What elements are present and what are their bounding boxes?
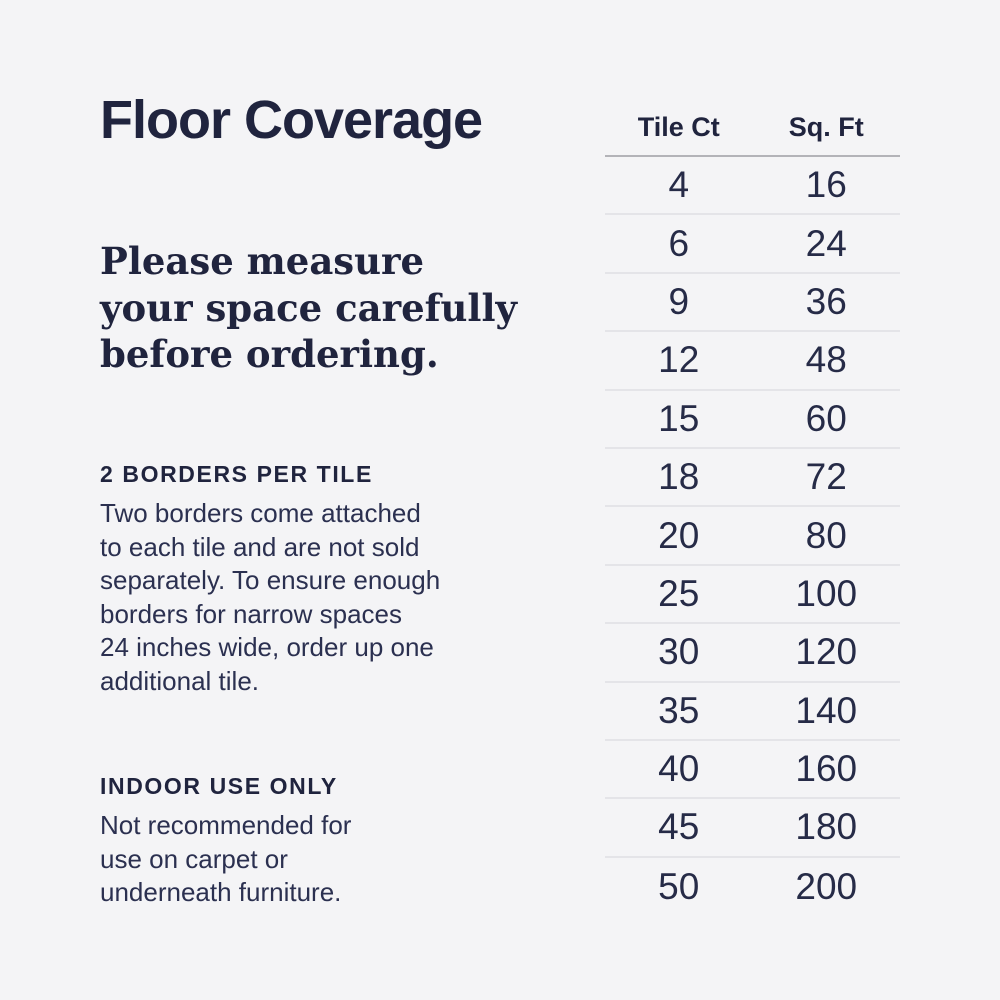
tile-count-cell: 35 — [658, 689, 700, 731]
text-line: Please measure — [100, 239, 425, 283]
text-line: Two borders come attached — [100, 498, 421, 528]
tile-count-cell: 45 — [658, 806, 700, 848]
sq-ft-cell: 60 — [805, 397, 847, 439]
text-line: Not recommended for — [100, 810, 352, 840]
table-row — [605, 858, 900, 916]
tile-count-cell: 25 — [658, 572, 700, 614]
page-title: Floor Coverage — [100, 90, 483, 150]
column-header-tile-ct: Tile Ct — [637, 112, 720, 142]
section-body-indoor — [100, 809, 351, 910]
sq-ft-cell: 160 — [795, 748, 858, 790]
text-line: borders for narrow spaces — [100, 598, 403, 629]
text-line: separately. To ensure enough — [100, 565, 441, 595]
table-body — [605, 157, 900, 916]
sq-ft-cell: 120 — [795, 631, 858, 673]
table-row — [605, 683, 900, 741]
tile-count-cell: 15 — [658, 397, 700, 439]
measure-note — [100, 238, 517, 378]
table-row — [605, 566, 900, 624]
table-row — [605, 157, 900, 215]
text-line: to each tile and are not sold — [100, 531, 420, 562]
tile-count-cell: 12 — [658, 339, 700, 381]
table-row — [605, 507, 900, 565]
table-row — [605, 332, 900, 390]
sq-ft-cell: 72 — [805, 456, 847, 498]
tile-count-cell: 30 — [658, 631, 700, 673]
tile-count-cell: 20 — [658, 514, 700, 556]
tile-count-cell: 9 — [668, 280, 690, 322]
section-heading-borders: 2 BORDERS PER TILE — [100, 461, 373, 487]
table-row — [605, 215, 900, 273]
table-row — [605, 274, 900, 332]
sq-ft-cell: 200 — [795, 865, 858, 907]
section-body-borders — [100, 497, 440, 698]
text-line: underneath furniture. — [100, 877, 342, 907]
tile-count-cell: 50 — [658, 865, 700, 907]
coverage-table — [605, 100, 900, 916]
sq-ft-cell: 16 — [805, 164, 847, 206]
tile-count-cell: 40 — [658, 748, 700, 790]
table-header-row — [605, 100, 900, 157]
table-row — [605, 799, 900, 857]
table-row — [605, 449, 900, 507]
section-heading-indoor: INDOOR USE ONLY — [100, 773, 338, 799]
tile-count-cell: 6 — [668, 222, 690, 264]
tile-count-cell: 4 — [668, 164, 690, 206]
sq-ft-cell: 140 — [795, 689, 858, 731]
table-row — [605, 391, 900, 449]
sq-ft-cell: 180 — [795, 806, 858, 848]
text-line: your space carefully — [100, 285, 518, 330]
table-row — [605, 741, 900, 799]
section-indoor-use — [100, 772, 351, 910]
text-line: 24 inches wide, order up one — [100, 632, 434, 662]
sq-ft-cell: 48 — [805, 339, 847, 381]
tile-count-cell: 18 — [658, 456, 700, 498]
text-line: additional tile. — [100, 665, 259, 696]
sq-ft-cell: 100 — [795, 572, 858, 614]
text-line: before ordering. — [100, 332, 439, 376]
sq-ft-cell: 24 — [805, 222, 847, 264]
text-line: use on carpet or — [100, 843, 288, 874]
sq-ft-cell: 80 — [805, 514, 847, 556]
table-row — [605, 624, 900, 682]
sq-ft-cell: 36 — [805, 280, 847, 322]
column-header-sq-ft: Sq. Ft — [788, 112, 864, 142]
section-borders-per-tile — [100, 460, 440, 698]
